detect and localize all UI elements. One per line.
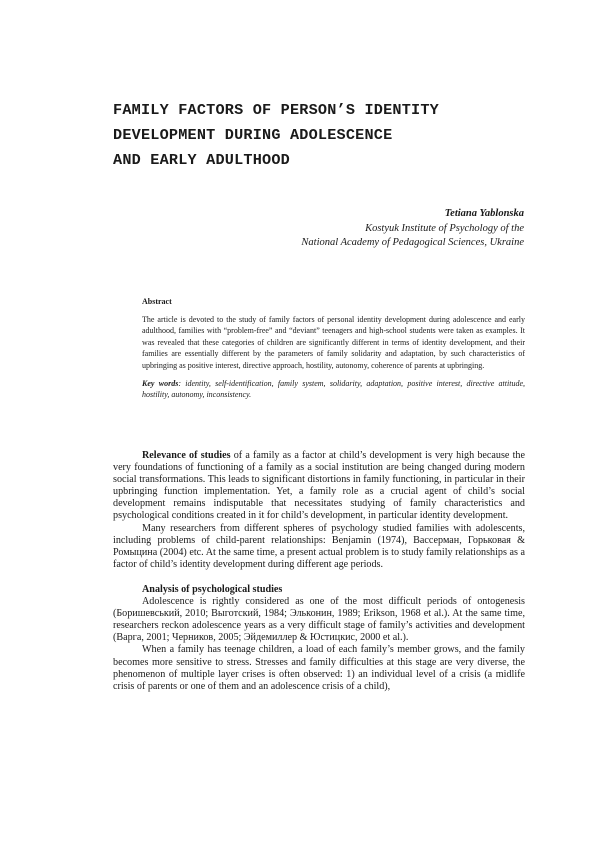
paragraph-relevance — [113, 450, 525, 523]
keywords-text: : identity, self-identification, family system, solidarity, adaptation, positive interest, directive attitude, hostility, autonomy, inconsistency. — [142, 378, 526, 400]
abstract-heading: Abstract — [142, 297, 172, 306]
article-title — [113, 98, 533, 173]
keywords-label: Key words — [142, 378, 179, 388]
title-line-2: DEVELOPMENT DURING ADOLESCENCE — [113, 126, 393, 144]
paragraph-family-stress: When a family has teenage children, a load of each family’s member grows, and the family becomes more sensitive to stress. Stresses and family difficulties at this stage are very diverse, the phenomenon of multiple layer crises is often observed: 1) an individual level of a crisis (a midlife crisis of parents or one of them and an adolescence crisis of a child), — [113, 644, 525, 692]
affiliation-line-2: National Academy of Pedagogical Sciences, Ukraine — [301, 237, 524, 248]
author-name: Tetiana Yablonska — [444, 208, 524, 219]
author-block — [301, 207, 524, 251]
keywords — [142, 378, 525, 401]
title-line-3: AND EARLY ADULTHOOD — [113, 151, 290, 169]
paragraph-adolescence: Adolescence is rightly considered as one of the most difficult periods of ontogenesis (Боришевський, 2010; Выготский, 1984; Эльконин, 1989; Erikson, 1968 et al.). At the same time, researchers reckon adolescence years as a very difficult stage of family’s activities and development (Варга, 2001; Черников, 2005; Эйдемиллер & Юстицкис, 2000 et al.). — [113, 596, 525, 644]
affiliation-line-1: Kostyuk Institute of Psychology of the — [365, 222, 524, 234]
paragraph-text: of a family as a factor at child’s development is very high because the very foundations of functioning of a family as a social institution are being changed during modern social transformations. This leads to significant distortions in family functioning, in particular in their upbringing function implementation. Yet, a family role as a crucial agent of child’s social development remains indisputable that necessitates studying of family characteristics and psychological conditions created in it for child’s development, in particular identity development. — [113, 450, 525, 522]
abstract-text: The article is devoted to the study of family factors of personal identity development during adolescence and early adulthood, families with “problem-free” and “deviant” teenagers and high-school students were taken as examples. It was revealed that these categories of children are significantly different in terms of identity development, and their families are essentially different by the parameters of family solidarity and adaptation, by such characteristics of upbringing as positive interest, directive approach, hostility, autonomy, coherence of parents at upbringing. — [142, 314, 525, 370]
paragraph-researchers: Many researchers from different spheres of psychology studied families with adolescents, including problems of child-parent relationships: Benjamin (1974), Вассерман, Горьковая & Ромыцина (2004) etc. At the same time, a present actual problem is to study family relationships as a factor of child’s identity development during different age periods. — [113, 522, 525, 570]
section-heading: Analysis of psychological studies — [142, 583, 283, 595]
paragraph-lead: Relevance of studies — [142, 450, 231, 461]
article-body — [113, 450, 525, 693]
abstract-section — [142, 296, 525, 401]
title-line-1: FAMILY FACTORS OF PERSON’S IDENTITY — [113, 101, 439, 119]
